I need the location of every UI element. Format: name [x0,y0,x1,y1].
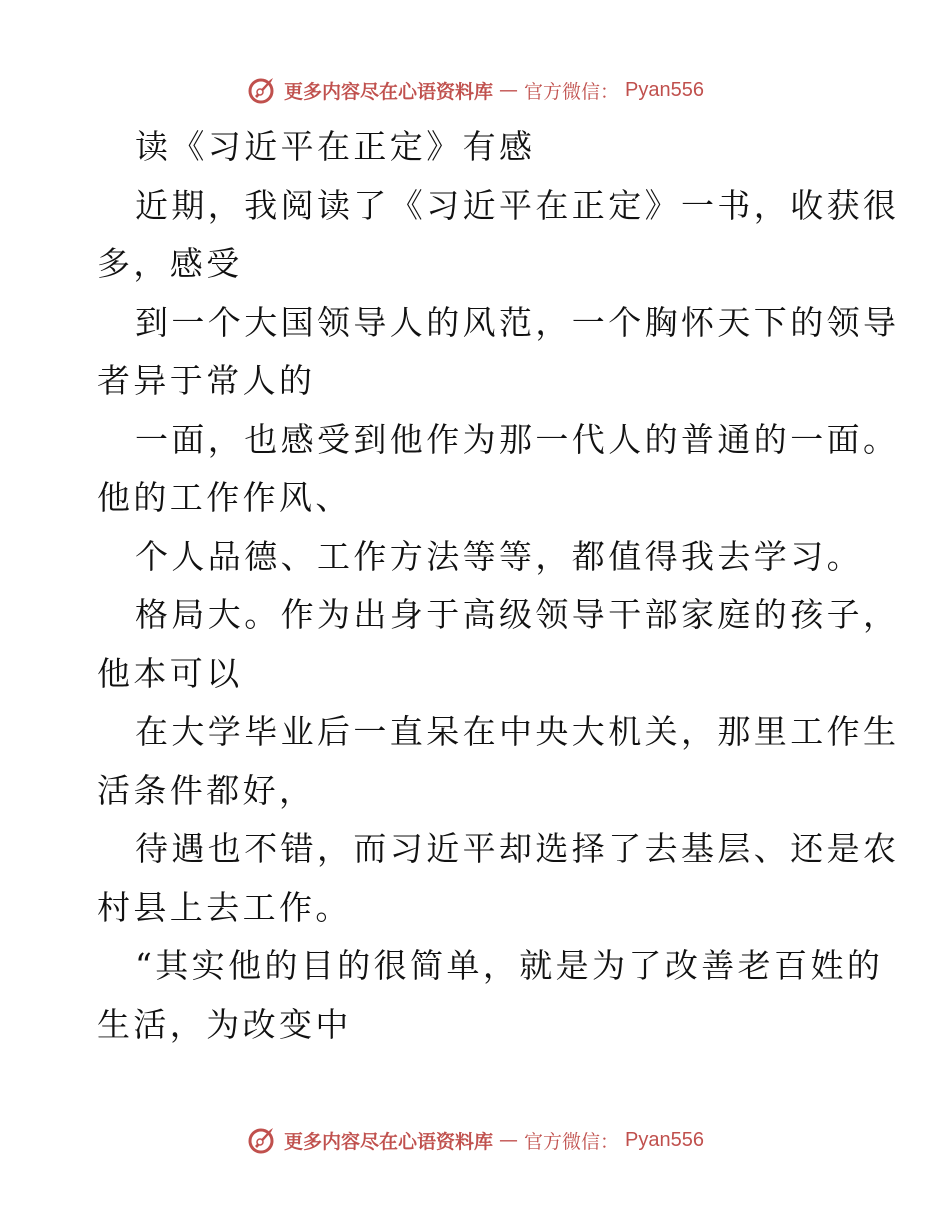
watermark-main-text: 更多内容尽在心语资料库 [284,1130,494,1153]
watermark-separator: — [499,79,519,101]
text-line: 待遇也不错，而习近平却选择了去基层、还是农 [135,829,900,868]
text-line: 格局大。作为出身于高级领导干部家庭的孩子， [135,595,900,634]
watermark-separator: — [499,1129,519,1151]
watermark-official-label: 官方微信： [524,80,620,103]
text-line: 活条件都好， [97,770,316,810]
text-line: 村县上去工作。 [97,887,352,927]
quill-logo-icon [246,74,278,106]
text-line: “其实他的目的很简单，就是为了改善老百姓的 [135,946,884,985]
document-title: 读《习近平在正定》有感 [135,127,536,166]
watermark-main-text: 更多内容尽在心语资料库 [284,80,494,103]
quill-logo-icon [246,1124,278,1156]
text-line: 个人品德、工作方法等等，都值得我去学习。 [135,536,863,576]
text-line: 近期，我阅读了《习近平在正定》一书，收获很 [135,185,900,225]
watermark-wechat-id: Pyan556 [625,78,704,101]
text-line: 在大学毕业后一直呆在中央大机关，那里工作生 [135,712,900,751]
text-line: 他本可以 [97,653,243,693]
text-line: 多，感受 [97,244,243,283]
header-watermark [0,72,950,108]
text-line: 者异于常人的 [97,361,316,400]
text-line: 到一个大国领导人的风范，一个胸怀天下的领导 [135,302,900,342]
text-line: 他的工作作风、 [97,478,352,517]
watermark-wechat-id: Pyan556 [625,1128,704,1151]
text-line: 一面，也感受到他作为那一代人的普通的一面。 [135,419,900,459]
text-line: 生活，为改变中 [97,1004,352,1044]
document-body [97,118,900,1054]
watermark-official-label: 官方微信： [524,1130,620,1153]
footer-watermark [0,1122,950,1158]
